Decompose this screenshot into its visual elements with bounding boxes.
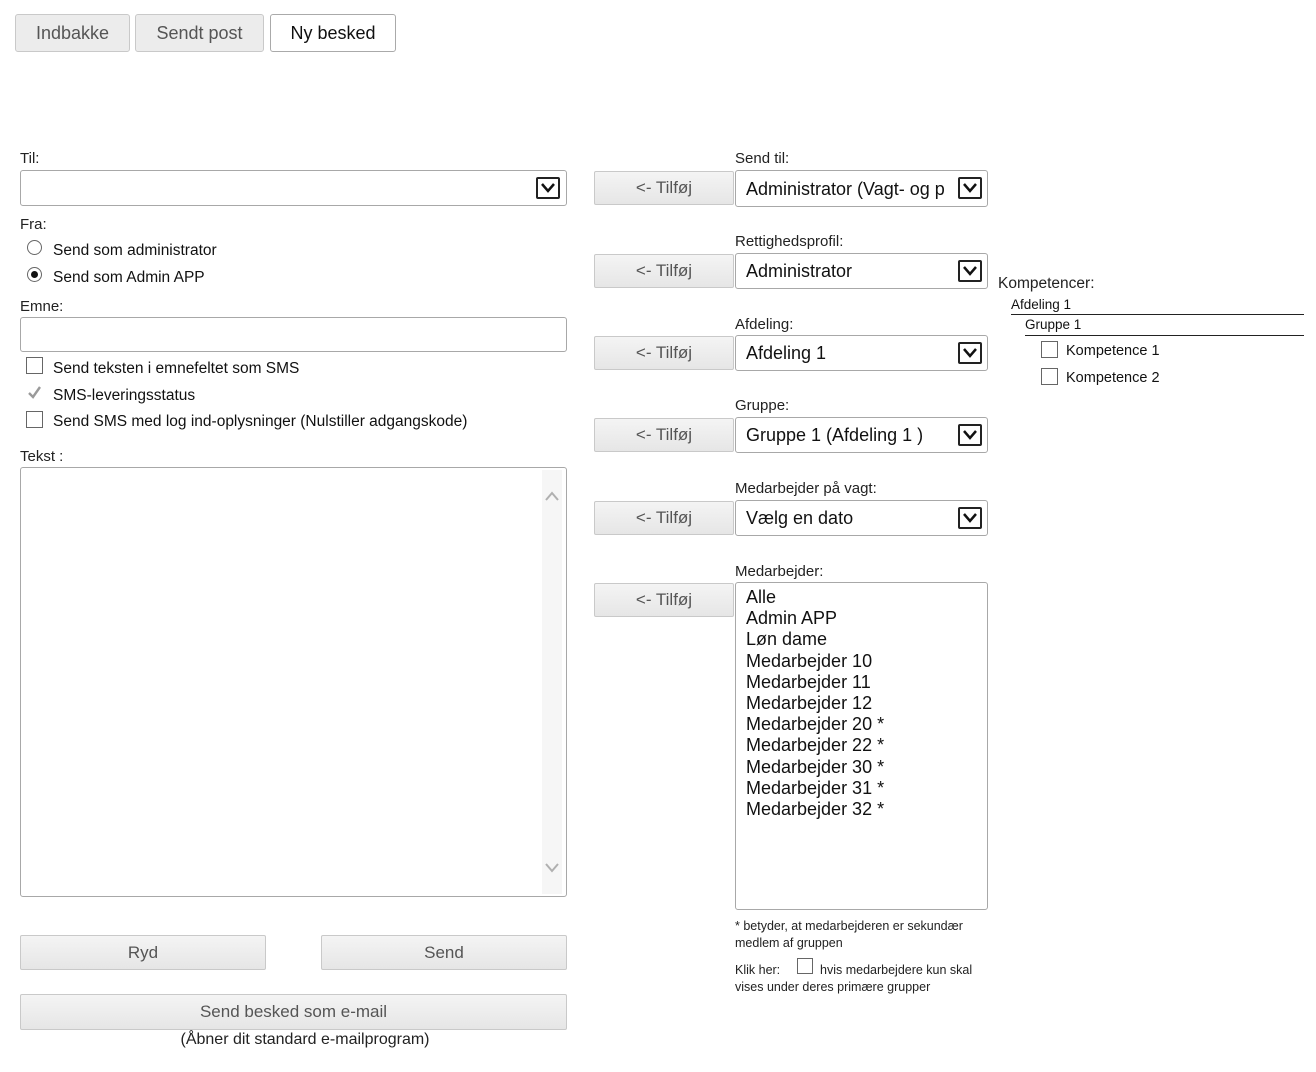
- chevron-down-icon: [958, 507, 982, 529]
- afdeling-select[interactable]: [735, 335, 988, 371]
- radio-label-administrator: Send som administrator: [53, 242, 217, 259]
- emne-input[interactable]: [20, 317, 567, 352]
- rettighedsprofil-value: Administrator: [746, 261, 853, 281]
- tab-indbakke[interactable]: Indbakke: [15, 14, 130, 52]
- checkbox-sms-login-label: Send SMS med log ind-oplysninger (Nulstiller adgangskode): [53, 413, 468, 430]
- scroll-down-icon[interactable]: [544, 862, 560, 874]
- checkmark-icon: [26, 384, 43, 401]
- chevron-down-icon: [958, 342, 982, 364]
- tab-sendt-post[interactable]: Sendt post: [135, 14, 264, 52]
- medarbejder-paa-vagt-label: Medarbejder på vagt:: [735, 480, 877, 497]
- klik-her-label: Klik her:: [735, 963, 781, 977]
- gruppe-value: Gruppe 1 (Afdeling 1 ): [746, 425, 924, 445]
- medarbejder-listbox[interactable]: [735, 582, 988, 910]
- radio-send-som-administrator[interactable]: [27, 240, 42, 255]
- afdeling-label: Afdeling:: [735, 316, 794, 333]
- ryd-button[interactable]: Ryd: [20, 935, 266, 970]
- tekst-label: Tekst :: [20, 448, 64, 465]
- medarbejder-paa-vagt-select[interactable]: [735, 500, 988, 536]
- add-afdeling-button[interactable]: <- Tilføj: [594, 336, 734, 370]
- rettighedsprofil-label: Rettighedsprofil:: [735, 233, 844, 250]
- send-button[interactable]: Send: [321, 935, 567, 970]
- medarbejder-label: Medarbejder:: [735, 563, 824, 580]
- checkbox-sms-leveringsstatus-label: SMS-leveringsstatus: [53, 387, 196, 404]
- tekst-textarea[interactable]: [20, 467, 567, 897]
- add-send-til-button[interactable]: <- Tilføj: [594, 171, 734, 205]
- rettighedsprofil-select[interactable]: [735, 253, 988, 289]
- list-item[interactable]: Medarbejder 31 *: [746, 777, 885, 798]
- list-item[interactable]: Løn dame: [746, 629, 828, 650]
- kompetence-1-checkbox[interactable]: [1041, 341, 1058, 358]
- medarbejder-paa-vagt-value: Vælg en dato: [746, 508, 854, 528]
- list-item[interactable]: Admin APP: [746, 608, 838, 629]
- kompetencer-afdeling: Afdeling 1: [1011, 297, 1072, 312]
- emne-label: Emne:: [20, 298, 64, 315]
- checkbox-sms-leveringsstatus: [26, 384, 43, 401]
- send-til-label: Send til:: [735, 150, 790, 167]
- list-item[interactable]: Medarbejder 20 *: [746, 714, 885, 735]
- chevron-down-icon: [958, 424, 982, 446]
- list-item[interactable]: Medarbejder 10: [746, 650, 873, 671]
- gruppe-select[interactable]: [735, 417, 988, 453]
- send-til-value: Administrator (Vagt- og p: [746, 179, 945, 199]
- add-rettighedsprofil-button[interactable]: <- Tilføj: [594, 254, 734, 288]
- textarea-scrollbar[interactable]: [542, 470, 562, 894]
- radio-send-som-admin-app[interactable]: [27, 267, 42, 282]
- add-medarbejder-paa-vagt-button[interactable]: <- Tilføj: [594, 501, 734, 535]
- tab-ny-besked[interactable]: Ny besked: [270, 14, 396, 52]
- checkbox-sms-emne-label: Send teksten i emnefeltet som SMS: [53, 360, 300, 377]
- gruppe-label: Gruppe:: [735, 397, 790, 414]
- scroll-up-icon[interactable]: [544, 490, 560, 502]
- kompetence-2-label: Kompetence 2: [1066, 370, 1160, 386]
- email-note: (Åbner dit standard e-mailprogram): [180, 1031, 430, 1048]
- kompetencer-gruppe: Gruppe 1: [1025, 317, 1082, 332]
- afdeling-value: Afdeling 1: [746, 343, 827, 363]
- list-item[interactable]: Medarbejder 32 *: [746, 799, 885, 820]
- list-item[interactable]: Medarbejder 12: [746, 693, 873, 714]
- send-til-select[interactable]: [735, 170, 988, 207]
- kompetencer-label: Kompetencer:: [998, 275, 1095, 292]
- klik-her-suffix: hvis medarbejdere kun skal vises under deres primære grupper: [735, 963, 973, 994]
- checkbox-sms-emne[interactable]: [26, 357, 43, 374]
- kompetence-2-checkbox[interactable]: [1041, 368, 1058, 385]
- add-gruppe-button[interactable]: <- Tilføj: [594, 418, 734, 452]
- add-medarbejder-button[interactable]: <- Tilføj: [594, 583, 734, 617]
- til-select[interactable]: [20, 170, 567, 206]
- list-item[interactable]: Alle: [746, 587, 777, 607]
- list-item[interactable]: Medarbejder 30 *: [746, 756, 885, 777]
- star-note: * betyder, at medarbejderen er sekundær medlem af gruppen: [735, 919, 963, 950]
- divider: [1011, 314, 1304, 315]
- chevron-down-icon: [958, 260, 982, 282]
- chevron-down-icon: [958, 177, 982, 199]
- chevron-down-icon: [536, 177, 560, 199]
- til-label: Til:: [20, 150, 40, 167]
- send-email-button[interactable]: Send besked som e-mail: [20, 994, 567, 1030]
- list-item[interactable]: Medarbejder 22 *: [746, 735, 885, 756]
- divider: [1025, 335, 1304, 336]
- kompetence-1-label: Kompetence 1: [1066, 343, 1160, 359]
- fra-label: Fra:: [20, 216, 47, 233]
- radio-label-admin-app: Send som Admin APP: [53, 269, 205, 286]
- checkbox-sms-login[interactable]: [26, 411, 43, 428]
- list-item[interactable]: Medarbejder 11: [746, 671, 871, 692]
